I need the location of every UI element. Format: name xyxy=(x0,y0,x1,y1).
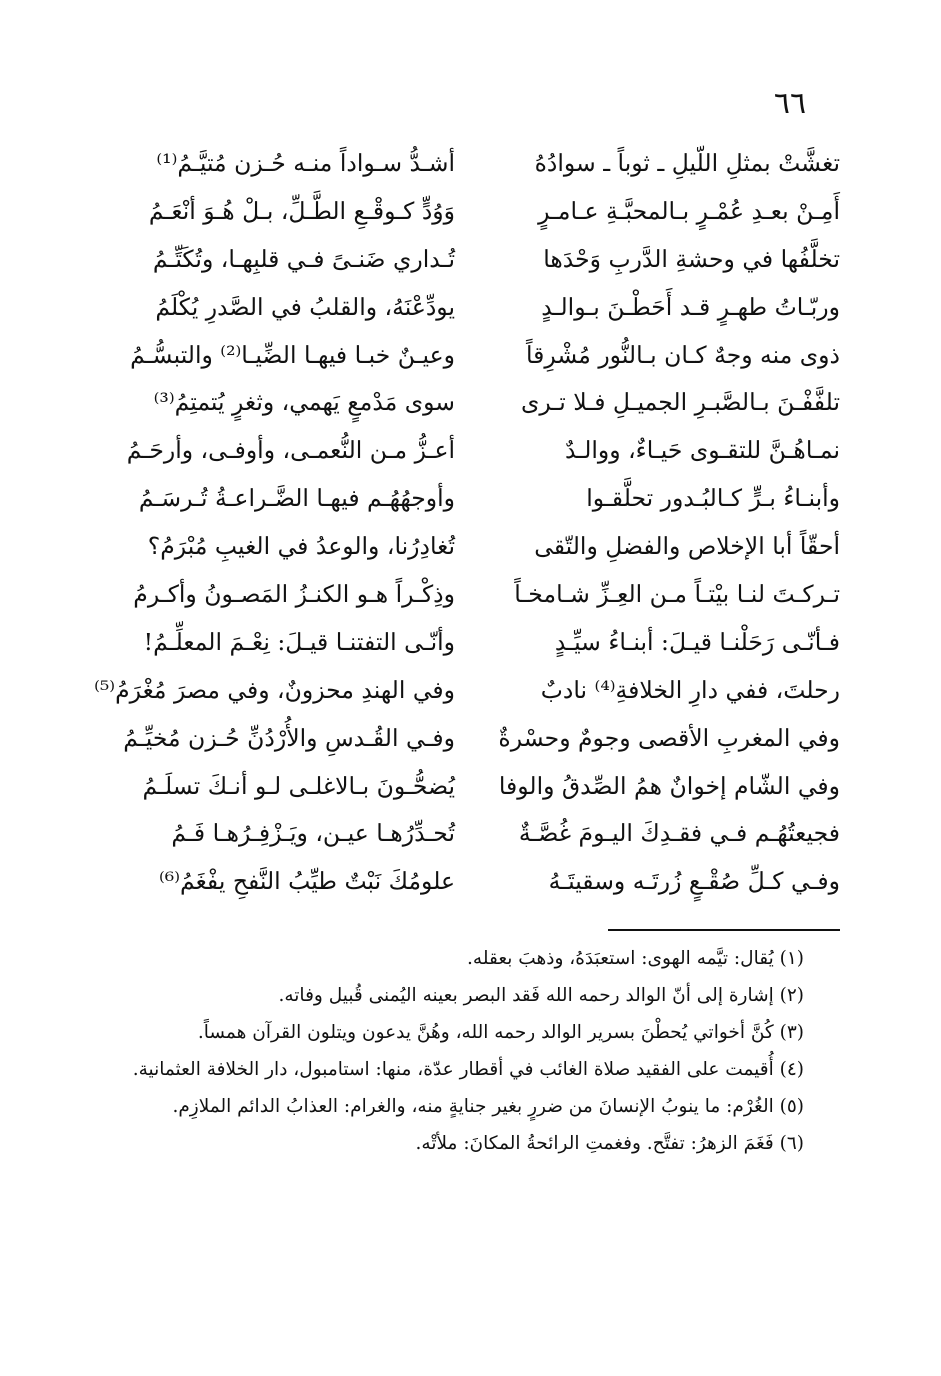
verse-first-hemistich: نمـاهُـنَّ للتقـوى حَيـاءٌ، ووالـدٌ xyxy=(565,436,840,465)
verse-first-hemistich: وأبنـاءُ بـرٍّ كـالبُـدور تحلَّقـوا xyxy=(586,484,840,513)
verse-first-hemistich: تـركـتَ لنـا بيْتـاً مـن العِـزِّ شـامخـاً xyxy=(514,580,840,609)
verse-first-hemistich: ذوى منه وجهٌ كـان بـالنُّور مُشْرِقاً xyxy=(525,340,840,369)
verse xyxy=(100,523,840,571)
verse-first-hemistich: وربّـاتُ طهـرٍ قـد أَحَطْـنَ بـوالـدٍ xyxy=(541,292,840,321)
verse-first-hemistich: تلفَّفْـنَ بـالصَّبـرِ الجميـلِ فـلا تـرى xyxy=(521,388,840,417)
verse-first-hemistich: تخلَّفُها في وحشةِ الدَّربِ وَحْدَها xyxy=(543,244,840,273)
verse-first-hemistich: تغشَّتْ بمثلِ اللّيلِ ـ ثوباً ـ سوادُهُ xyxy=(534,149,840,177)
verse-second-hemistich: وفي الهندِ محزونٌ، وفي مصرَ مُغْرَمُ⁽⁵⁾ xyxy=(94,675,455,704)
footnotes xyxy=(100,940,840,1162)
verse xyxy=(100,475,840,523)
footnote: (٥) الغُرْم: ما ينوبُ الإنسانَ من ضررٍ بغير جنايةٍ منه، والغرام: العذابُ الدائم الملازِم. xyxy=(172,1096,804,1117)
verse xyxy=(100,763,840,811)
footnote: (٤) أُقيمت على الفقيد صلاة الغائب في أقطار عدّة، منها: استامبول، دار الخلافة العثمانية. xyxy=(132,1059,804,1080)
verse-first-hemistich: أَمِـنْ بعـدِ عُمْـرٍ بـالمحبَّـةِ عـامـرٍ xyxy=(538,196,840,225)
verse-second-hemistich: وأوجهُهُـم فيهـا الضَّـراعـةُ تُـرسَـمُ xyxy=(138,484,455,513)
verse xyxy=(100,810,840,858)
footnote: (١) يُقال: تيَّمه الهوى: استعبَدَهُ، وذهبَ بعقله. xyxy=(467,948,804,969)
verse xyxy=(100,379,840,427)
verse-first-hemistich: فجيعتُهُـم فـي فقـدِكَ اليـومَ غُصَّـةٌ xyxy=(518,819,840,848)
footnote: (٦) فَغَمَ الزهرُ: تفتَّح. وفغمتِ الرائحةُ المكانَ: ملأتْه. xyxy=(415,1133,804,1154)
footnote-separator xyxy=(608,929,840,931)
verse xyxy=(100,284,840,332)
verse-second-hemistich: وَوُدٍّ كـوقْـعِ الطَّـلِّ، بـلْ هُـوَ أنْعَـمُ xyxy=(148,196,455,225)
verse-second-hemistich: وفـي القُـدسِ والأُرْدُنِّ حُـزن مُخيِّـمُ xyxy=(123,723,455,752)
page-number: ٦٦ xyxy=(773,86,807,121)
verse-second-hemistich: وعيـنٌ خبـا فيهـا الضِّيـا⁽²⁾ والتبسُّـمُ xyxy=(130,340,455,369)
verse xyxy=(100,332,840,380)
verse-second-hemistich: تُـداري ضَنـىً فـي قلبِهـا، وتُكَتِّـمُ xyxy=(152,244,455,273)
verse-second-hemistich: تُحـدِّرُهـا عيـن، ويَـزْفِـرُهـا فَـمُ xyxy=(171,819,455,848)
verse xyxy=(100,571,840,619)
verse xyxy=(100,858,840,906)
verse-first-hemistich: وفـي كـلِّ صُقْـعٍ زُرتَـه وسقيتَـهُ xyxy=(548,867,840,896)
verse-first-hemistich: فـأنّـى رَحَلْنـا قيـلَ: أبنـاءُ سيِّـدٍ xyxy=(554,627,840,656)
verse-second-hemistich: وأنّـى التفتنـا قيـلَ: نِعْـمَ المعلِّـمُ! xyxy=(143,627,455,656)
verse xyxy=(100,619,840,667)
verse-second-hemistich: أشـدُّ سـواداً منـه حُـزن مُتيَّـمُ⁽¹⁾ xyxy=(156,149,455,177)
verse xyxy=(100,140,840,188)
verse-second-hemistich: سوى مَدْمعٍ يَهمي، وثغرٍ يُتمتِمُ⁽³⁾ xyxy=(153,388,455,417)
verse xyxy=(100,427,840,475)
verse xyxy=(100,715,840,763)
verse-second-hemistich: أعـزُّ مـن النُّعمـى، وأوفـى، وأرحَـمُ xyxy=(126,436,455,465)
footnote: (٢) إشارة إلى أنّ الوالد رحمه الله فَقد البصر بعينه اليُمنى قُبيل وفاته. xyxy=(278,985,804,1006)
footnote: (٣) كُنَّ أخواتي يُحطْنَ بسرير الوالد رحمه الله، وهُنَّ يدعون ويتلون القرآن همساً. xyxy=(197,1022,804,1043)
verse xyxy=(100,188,840,236)
verse-first-hemistich: رحلتَ، ففي دارِ الخلافةِ⁽⁴⁾ نادبٌ xyxy=(540,675,840,704)
verse-second-hemistich: وذِكْـراً هـو الكنـزُ المَصـونُ وأكـرمُ xyxy=(133,580,455,609)
verse xyxy=(94,667,840,715)
verse-first-hemistich: وفي المغربِ الأقصى وجومٌ وحسْرةٌ xyxy=(498,723,840,752)
verse-second-hemistich: يُضحُّـونَ بـالاغلـى لـو أنـكَ تسلَـمُ xyxy=(142,771,455,800)
verse-second-hemistich: تُغادِرُنا، والوعدُ في الغيبِ مُبْرَمُ؟ xyxy=(147,532,455,561)
verse xyxy=(100,236,840,284)
poem xyxy=(94,140,840,906)
verse-second-hemistich: علومُكَ نَبْتٌ طيِّبُ النَّفحِ يفْغَمُ⁽⁶⁾ xyxy=(158,867,455,896)
verse-second-hemistich: يودِّعْنَهُ، والقلبُ في الصَّدرِ يُكْلَمُ xyxy=(155,292,455,321)
verse-first-hemistich: وفي الشّام إخوانٌ همُ الصِّدقُ والوفا xyxy=(498,771,840,800)
verse-first-hemistich: أحقّاً أبا الإخلاص والفضلِ والتّقى xyxy=(534,532,840,561)
